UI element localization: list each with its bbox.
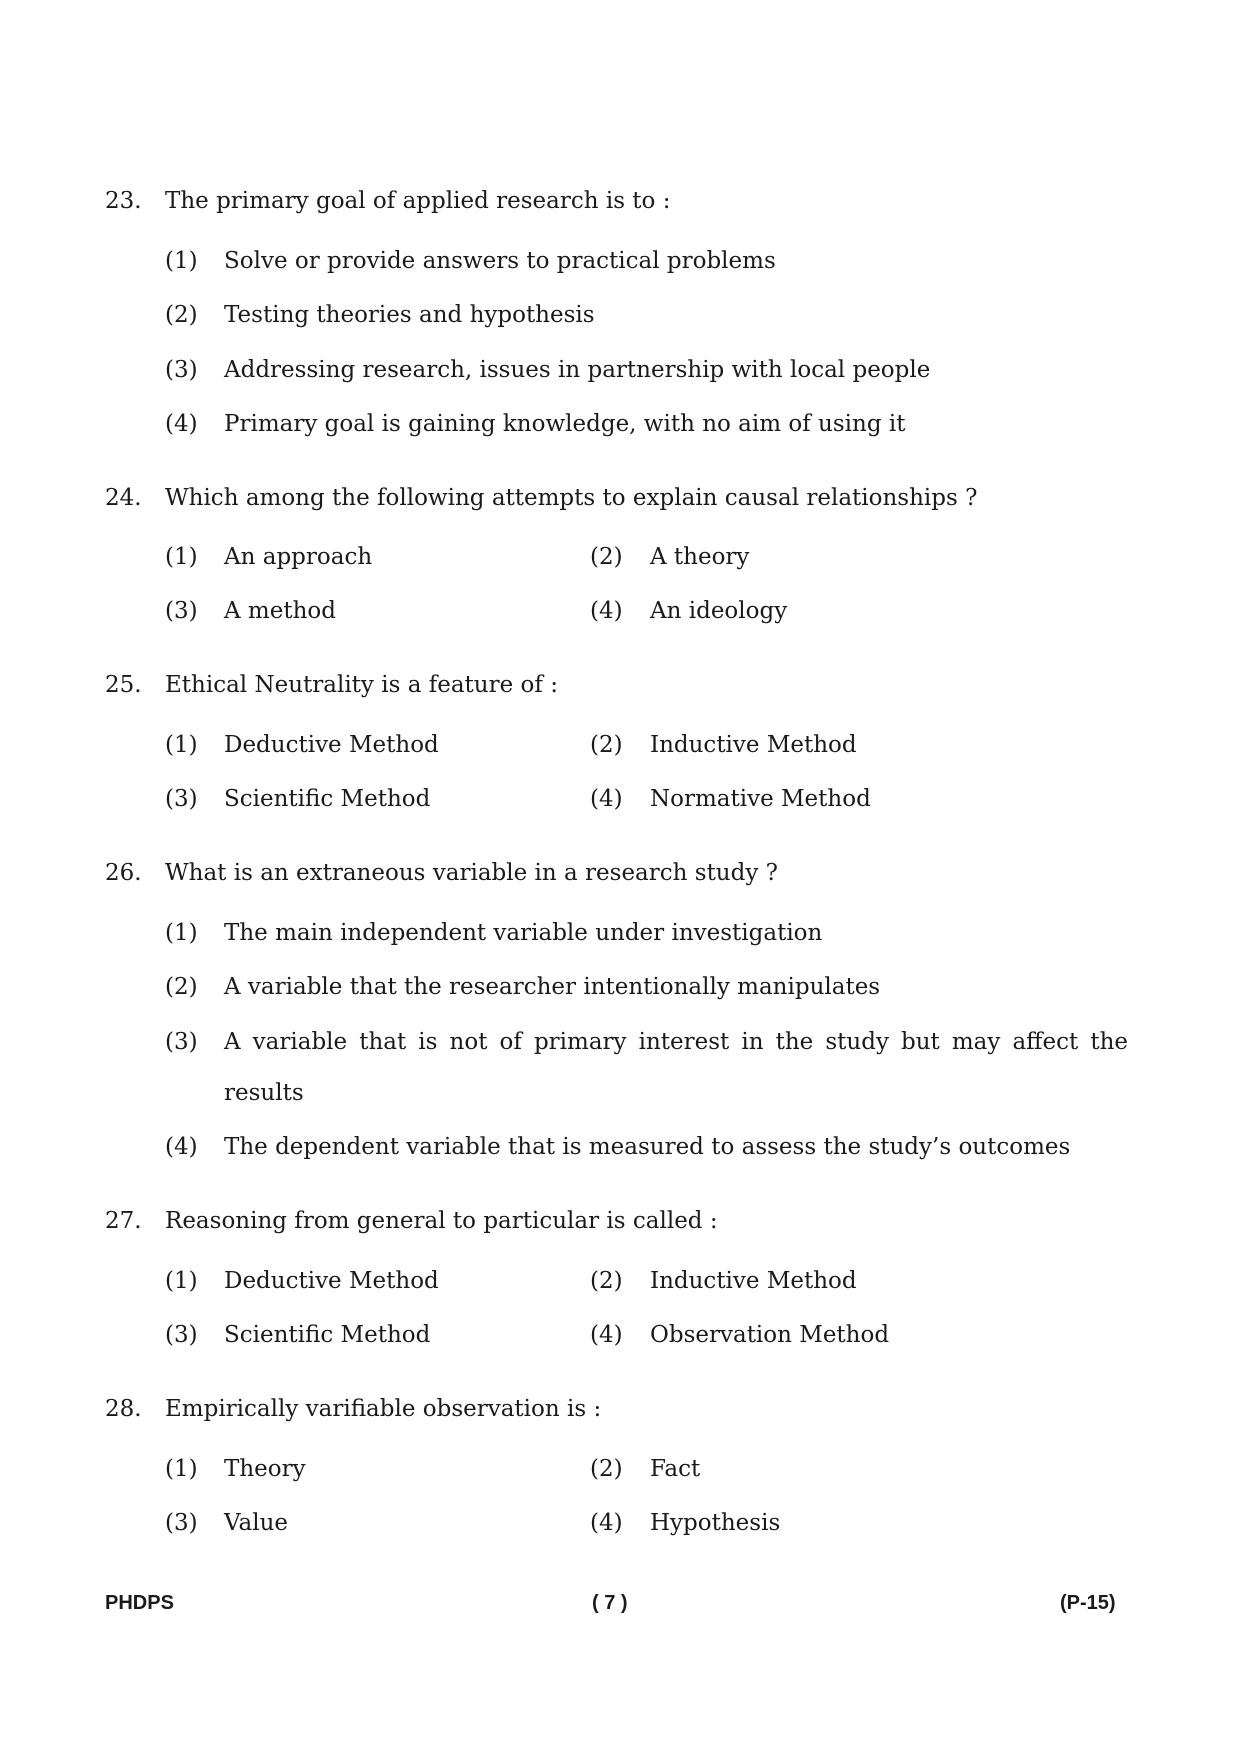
question-text: The primary goal of applied research is to :: [165, 188, 671, 214]
question-text: What is an extraneous variable in a research study ?: [165, 860, 778, 886]
option-number: (1): [165, 248, 198, 274]
option-number: (4): [590, 1510, 623, 1536]
page-number: ( 7 ): [592, 1592, 628, 1614]
option-text: Value: [224, 1510, 288, 1536]
option-number: (3): [165, 1029, 198, 1055]
option-number: (2): [590, 1456, 623, 1482]
option-number: (4): [590, 598, 623, 624]
option-text: Addressing research, issues in partnership with local people: [224, 357, 931, 383]
footer-page-code: (P-15): [1060, 1592, 1116, 1614]
option-number: (4): [590, 786, 623, 812]
option-text: Inductive Method: [650, 732, 857, 758]
option-text: Scientific Method: [224, 786, 431, 812]
option-text: Deductive Method: [224, 732, 439, 758]
option-text: An approach: [224, 544, 373, 570]
option-number: (3): [165, 786, 198, 812]
option-number: (2): [590, 544, 623, 570]
question-number: 25.: [105, 672, 142, 698]
option-text: A method: [224, 598, 336, 624]
question-number: 28.: [105, 1396, 142, 1422]
option-text: The main independent variable under investigation: [224, 920, 823, 946]
footer-code: PHDPS: [105, 1592, 174, 1614]
question-text: Which among the following attempts to explain causal relationships ?: [165, 485, 978, 511]
option-text: Hypothesis: [650, 1510, 781, 1536]
question-number: 27.: [105, 1208, 142, 1234]
option-text: Inductive Method: [650, 1268, 857, 1294]
question-number: 26.: [105, 860, 142, 886]
option-number: (1): [165, 544, 198, 570]
option-text: A variable that the researcher intentionally manipulates: [224, 974, 881, 1000]
option-number: (1): [165, 920, 198, 946]
option-text-continued: results: [224, 1080, 304, 1106]
option-number: (3): [165, 598, 198, 624]
option-number: (3): [165, 357, 198, 383]
option-text: Deductive Method: [224, 1268, 439, 1294]
option-number: (4): [165, 411, 198, 437]
option-number: (2): [590, 1268, 623, 1294]
option-number: (1): [165, 1456, 198, 1482]
option-text: Testing theories and hypothesis: [224, 302, 595, 328]
option-text: The dependent variable that is measured to assess the study’s outcomes: [224, 1134, 1071, 1160]
question-text: Empirically varifiable observation is :: [165, 1396, 602, 1422]
option-text: A theory: [650, 544, 750, 570]
option-number: (2): [165, 302, 198, 328]
question-text: Reasoning from general to particular is called :: [165, 1208, 718, 1234]
option-number: (3): [165, 1510, 198, 1536]
option-number: (2): [165, 974, 198, 1000]
option-text: A variable that is not of primary interest in the study but may affect the: [224, 1029, 1128, 1055]
option-text: Observation Method: [650, 1322, 890, 1348]
option-number: (2): [590, 732, 623, 758]
option-text: Scientific Method: [224, 1322, 431, 1348]
question-text: Ethical Neutrality is a feature of :: [165, 672, 558, 698]
option-text: Normative Method: [650, 786, 871, 812]
option-number: (1): [165, 1268, 198, 1294]
option-text: Fact: [650, 1456, 701, 1482]
question-number: 24.: [105, 485, 142, 511]
option-text: Solve or provide answers to practical problems: [224, 248, 776, 274]
option-number: (3): [165, 1322, 198, 1348]
option-number: (1): [165, 732, 198, 758]
option-text: Primary goal is gaining knowledge, with no aim of using it: [224, 411, 906, 437]
option-text: Theory: [224, 1456, 306, 1482]
option-number: (4): [165, 1134, 198, 1160]
question-number: 23.: [105, 188, 142, 214]
option-number: (4): [590, 1322, 623, 1348]
option-text: An ideology: [650, 598, 788, 624]
